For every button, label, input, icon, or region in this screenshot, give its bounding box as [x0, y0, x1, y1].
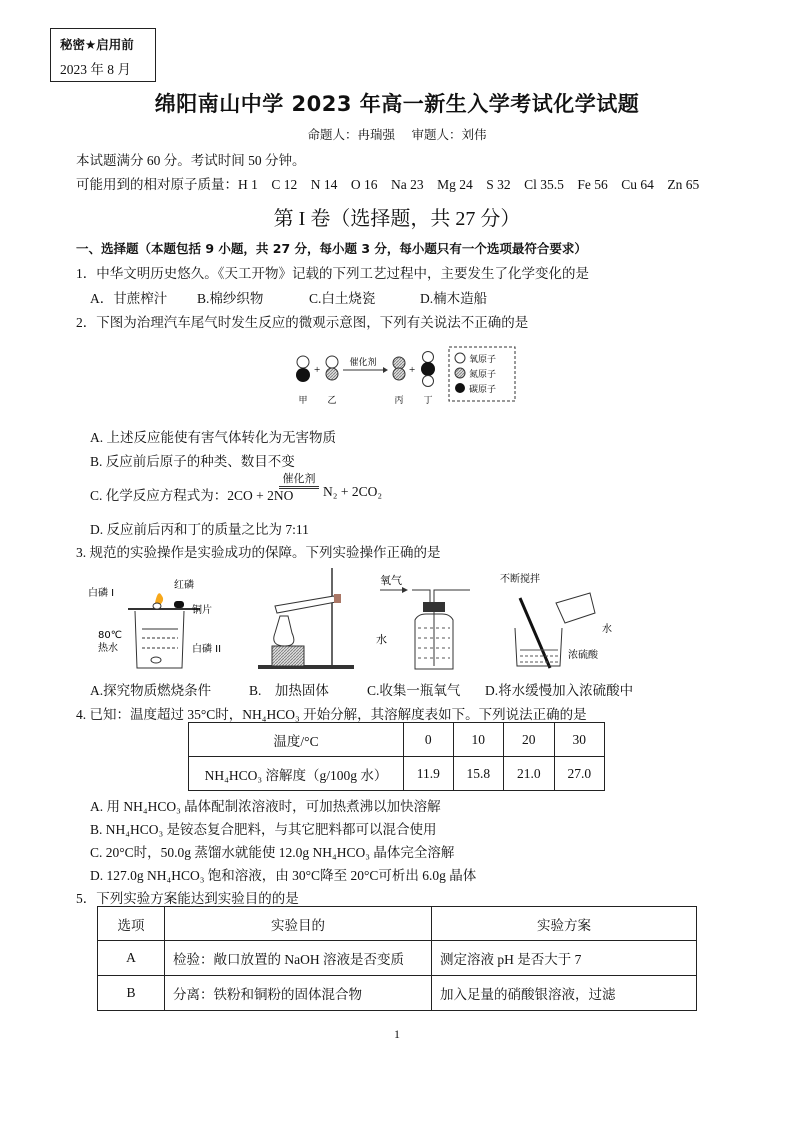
table-header-temp: 温度/°C — [189, 723, 404, 757]
exam-info: 本试题满分 60 分。考试时间 50 分钟。 — [76, 153, 306, 168]
label-white-phosphorus-1: 白磷 I — [88, 588, 115, 599]
authors: 命题人：冉瑞强 审题人：刘伟 — [307, 127, 487, 142]
section-title: 第 I 卷（选择题，共 27 分） — [273, 208, 521, 230]
table-header: 实验方案 — [432, 907, 697, 941]
label-water-d: 水 — [602, 624, 612, 635]
q2-option-c: C. 化学反应方程式为：2CO + 2NO — [90, 488, 294, 503]
q4-option-d: D. 127.0g NH₄HCO₃ 饱和溶液，由 30°C降至 20°C可析出 6.0g 晶体 — [90, 868, 477, 883]
legend-carbon: 碳原子 — [469, 384, 497, 394]
q1-option-b: B.棉纱织物 — [197, 291, 264, 306]
figure-c-oxygen-collection — [376, 573, 470, 669]
table-cell: 21.0 — [504, 757, 554, 791]
q2-stem: 2．下图为治理汽车尾气时发生反应的微观示意图，下列有关说法不正确的是 — [76, 315, 529, 330]
legend-nitrogen: 氮原子 — [469, 369, 497, 379]
label-jia: 甲 — [298, 395, 308, 405]
q3-stem: 3. 规范的实验操作是实验成功的保障。下列实验操作正确的是 — [76, 545, 441, 560]
q2-option-b: B. 反应前后原子的种类、数目不变 — [90, 454, 295, 469]
table-cell: 检验：敞口放置的 NaOH 溶液是否变质 — [165, 941, 432, 976]
table-cell: 11.9 — [404, 757, 454, 791]
equation-catalyst: 催化剂 — [279, 473, 319, 489]
table-cell: 0 — [404, 723, 454, 757]
q3-caption-d: D.将水缓慢加入浓硫酸中 — [485, 683, 634, 698]
table-cell: 20 — [504, 723, 554, 757]
q4-option-a: A. 用 NH₄HCO₃ 晶体配制浓溶液时，可加热煮沸以加快溶解 — [90, 799, 441, 814]
table-cell: B — [98, 976, 165, 1011]
q4-option-c: C. 20°C时，50.0g 蒸馏水就能使 12.0g NH₄HCO₃ 晶体完全溶解 — [90, 845, 455, 860]
equation-products: N₂ + 2CO₂ — [323, 484, 383, 499]
figure-d-dilution — [500, 572, 612, 668]
label-stir: 不断搅拌 — [500, 574, 540, 585]
q2-option-a: A. 上述反应能使有害气体转化为无害物质 — [90, 430, 336, 445]
legend-oxygen: 氧原子 — [469, 354, 497, 364]
q3-caption-c: C.收集一瓶氧气 — [367, 683, 461, 698]
experiment-table — [97, 906, 697, 1011]
label-water: 水 — [376, 633, 387, 646]
label-red-phosphorus: 红磷 — [174, 580, 194, 591]
table-cell: A — [98, 941, 165, 976]
q1-option-d: D.楠木造船 — [420, 291, 488, 306]
q4-option-b: B. NH₄HCO₃ 是铵态复合肥料，与其它肥料都可以混合使用 — [90, 822, 437, 837]
page-number: 1 — [394, 1027, 400, 1041]
reaction-diagram — [285, 345, 525, 405]
table-header: 选项 — [98, 907, 165, 941]
q3-caption-b: B. 加热固体 — [249, 683, 329, 698]
table-cell: 15.8 — [453, 757, 503, 791]
label-oxygen: 氧气 — [380, 574, 402, 587]
table-cell: 加入足量的硝酸银溶液，过滤 — [432, 976, 697, 1011]
secret-box — [50, 28, 156, 82]
label-sulfuric-acid: 浓硫酸 — [568, 650, 598, 661]
catalyst-label: 催化剂 — [349, 357, 377, 367]
table-cell: 10 — [453, 723, 503, 757]
label-copper: 铜片 — [192, 605, 212, 616]
q2-option-d: D. 反应前后丙和丁的质量之比为 7:11 — [90, 522, 309, 537]
table-cell: 27.0 — [554, 757, 605, 791]
label-80c: 80℃ — [98, 630, 122, 641]
q5-stem: 5．下列实验方案能达到实验目的的是 — [76, 891, 299, 906]
q4-stem: 4. 已知：温度超过 35°C时，NH₄HCO₃ 开始分解，其溶解度表如下。下列说法正确的是 — [76, 707, 587, 722]
part-heading: 一、选择题（本题包括 9 小题，共 27 分，每小题 3 分，每小题只有一个选项最符合要求） — [76, 241, 587, 256]
q1-option-c: C.白土烧瓷 — [309, 291, 376, 306]
table-header: 实验目的 — [165, 907, 432, 941]
q1-stem: 1．中华文明历史悠久。《天工开物》记载的下列工艺过程中，主要发生了化学变化的是 — [76, 266, 589, 281]
label-white-phosphorus-2: 白磷 II — [192, 644, 222, 655]
svg-text:+: + — [314, 364, 321, 376]
solubility-table — [188, 722, 605, 791]
q1-option-a: A．甘蔗榨汁 — [90, 291, 168, 306]
svg-text:+: + — [409, 364, 416, 376]
exam-title: 绵阳南山中学 2023 年高一新生入学考试化学试题 — [154, 92, 640, 116]
experiment-figures — [80, 568, 680, 676]
figure-b-heating — [258, 568, 354, 669]
table-cell: 测定溶液 pH 是否大于 7 — [432, 941, 697, 976]
secret-label: 秘密★启用前 — [60, 37, 134, 52]
q3-caption-a: A.探究物质燃烧条件 — [90, 683, 212, 698]
atomic-masses: 可能用到的相对原子质量：H 1 C 12 N 14 O 16 Na 23 Mg 24 S 32 Cl 35.5 Fe 56 Cu 64 Zn 65 — [76, 177, 700, 192]
table-cell: 30 — [554, 723, 605, 757]
label-hot-water: 热水 — [98, 643, 118, 654]
exam-date: 2023 年 8 月 — [60, 62, 131, 77]
label-yi: 乙 — [327, 395, 337, 405]
figure-a-combustion — [88, 578, 221, 668]
table-header-solubility: NH₄HCO₃ 溶解度（g/100g 水） — [189, 757, 404, 791]
table-cell: 分离：铁粉和铜粉的固体混合物 — [165, 976, 432, 1011]
label-bing: 丙 — [394, 395, 404, 405]
label-ding: 丁 — [423, 395, 433, 405]
